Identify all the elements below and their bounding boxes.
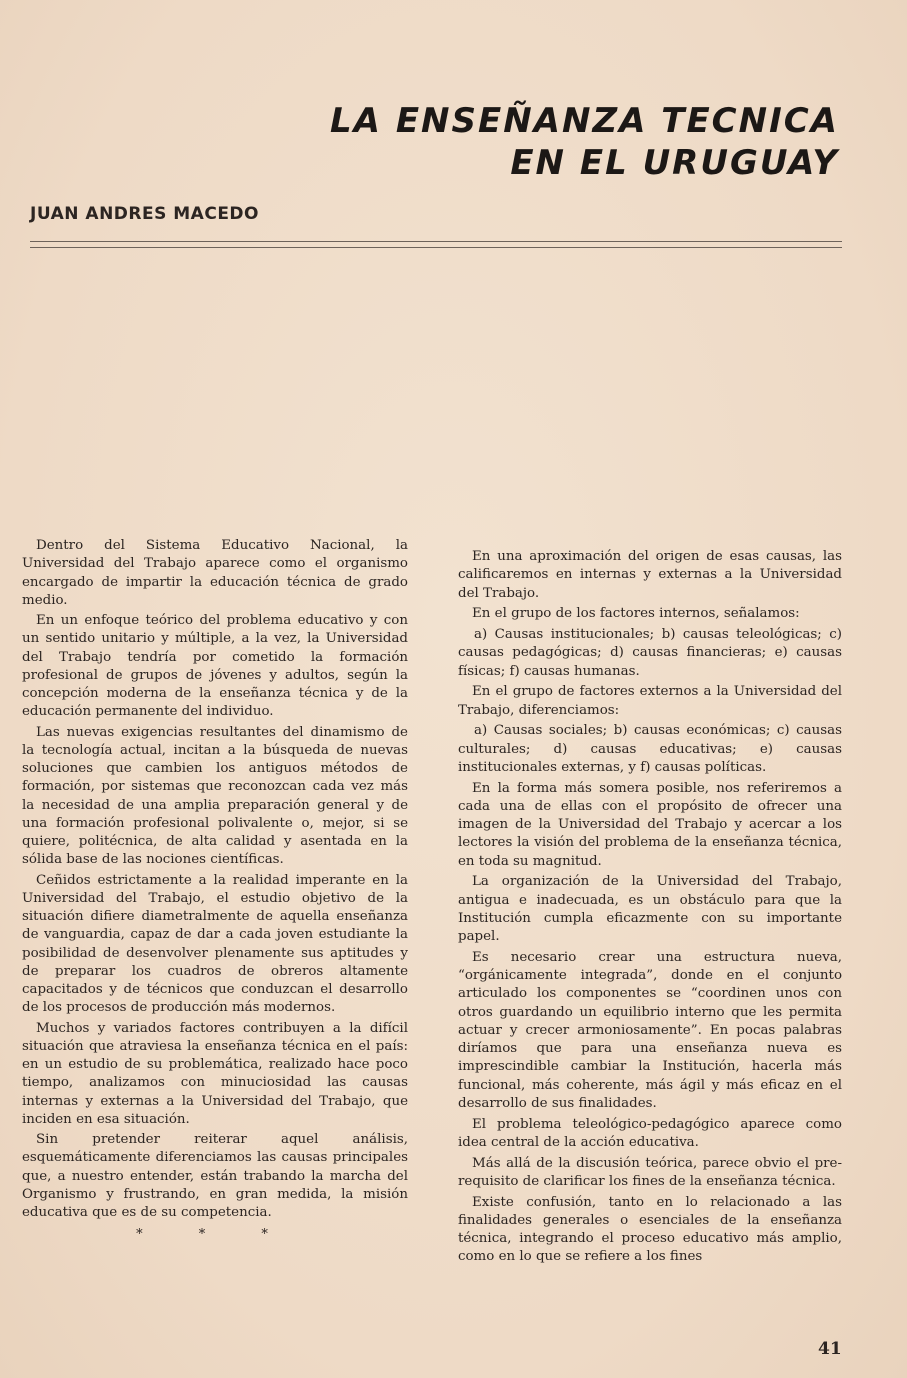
paragraph: La organización de la Universidad del Trabajo, antigua e inadecuada, es un obstáculo para que la Institución cumpla eficazmente con su importante papel. — [458, 874, 842, 944]
paragraph: Existe confusión, tanto en lo relacionado a las finalidades generales o esenciales de la enseñanza técnica, integrando el proceso educativo más amplio, como en lo que se refiere a los fines — [458, 1194, 842, 1265]
list-paragraph: a) Causas sociales; b) causas económicas; c) causas culturales; d) causas educativas; e) causas institucionales externas, y f) causas políticas. — [458, 723, 842, 775]
section-separator: * * * — [136, 1227, 294, 1243]
paragraph: En el grupo de los factores internos, señalamos: — [472, 606, 800, 622]
paragraph: Dentro del Sistema Educativo Nacional, la Universidad del Trabajo aparece como el organismo encargado de impartir la educación técnica de grado medio. — [22, 538, 408, 608]
paragraph: En la forma más somera posible, nos referiremos a cada una de ellas con el propósito de ofrecer una imagen de la Universidad del Trabajo y acercar a los lectores la visión del problema de la enseñanza técnica, en toda su magnitud. — [458, 780, 842, 869]
page-number: 41 — [818, 1339, 842, 1359]
paragraph: Es necesario crear una estructura nueva, “orgánicamente integrada”, donde en el conjunto articulado los componentes se “coordinen unos con otros guardando un equilibrio interno que les permita actuar y crecer armoniosamente”. En pocas palabras diríamos que para una enseñanza nueva es imprescindible cambiar la Institución, hacerla más funcional, más coherente, más ágil y más eficaz en el desarrollo de sus finalidades. — [458, 949, 842, 1111]
paragraph: Ceñidos estrictamente a la realidad imperante en la Universidad del Trabajo, el estudio objetivo de la situación difiere diametralmente de aquella enseñanza de vanguardia, capaz de dar a cada joven estudiante la posibilidad de desenvolver plenamente sus aptitudes y de preparar los cuadros de obreros altamente capacitados y de técnicos que conduzcan el desarrollo de los procesos de producción más modernos. — [22, 872, 408, 1016]
left-column — [22, 537, 408, 1245]
header-divider — [30, 241, 842, 248]
paragraph: Las nuevas exigencias resultantes del dinamismo de la tecnología actual, incitan a la búsqueda de nuevas soluciones que cambien los antiguos métodos de formación, por sistemas que reconozcan cada vez más la necesidad de una amplia preparación general y de una formación profesional polivalente o, mejor, si se quiere, politécnica, de alta calidad y asentada en la sólida base de las nociones científicas. — [22, 724, 408, 868]
article-title-line-1: LA ENSEÑANZA TECNICA — [330, 101, 839, 141]
paragraph: En un enfoque teórico del problema educativo y con un sentido unitario y múltiple, a la vez, la Universidad del Trabajo tendría por cometido la formación profesional de grupos de jóvenes y adultos, según la concepción moderna de la enseñanza técnica y de la educación permanente del individuo. — [22, 613, 408, 720]
article-title — [330, 100, 839, 184]
paragraph: Muchos y variados factores contribuyen a la difícil situación que atraviesa la enseñanza técnica en el país: en un estudio de su problemática, realizado hace poco tiempo, analizamos con minuciosidad las causas internas y externas a la Universidad del Trabajo, que inciden en esa situación. — [22, 1020, 408, 1127]
list-paragraph: a) Causas institucionales; b) causas teleológicas; c) causas pedagógicas; d) causas financieras; e) causas físicas; f) causas humanas. — [458, 627, 842, 679]
article-author: JUAN ANDRES MACEDO — [30, 204, 259, 224]
paragraph: El problema teleológico-pedagógico aparece como idea central de la acción educativa. — [458, 1116, 842, 1150]
right-column — [458, 548, 842, 1269]
paragraph: Más allá de la discusión teórica, parece obvio el pre-requisito de clarificar los fines de la enseñanza técnica. — [458, 1155, 842, 1189]
article-title-line-2: EN EL URUGUAY — [510, 143, 839, 183]
paragraph: Sin pretender reiterar aquel análisis, esquemáticamente diferenciamos las causas principales que, a nuestro entender, están trabando la marcha del Organismo y frustrando, en gran medida, la misión educativa que es de su competencia. — [22, 1132, 408, 1220]
paragraph: En una aproximación del origen de esas causas, las calificaremos en internas y externas a la Universidad del Trabajo. — [458, 549, 842, 601]
paragraph: En el grupo de factores externos a la Universidad del Trabajo, diferenciamos: — [458, 684, 842, 718]
